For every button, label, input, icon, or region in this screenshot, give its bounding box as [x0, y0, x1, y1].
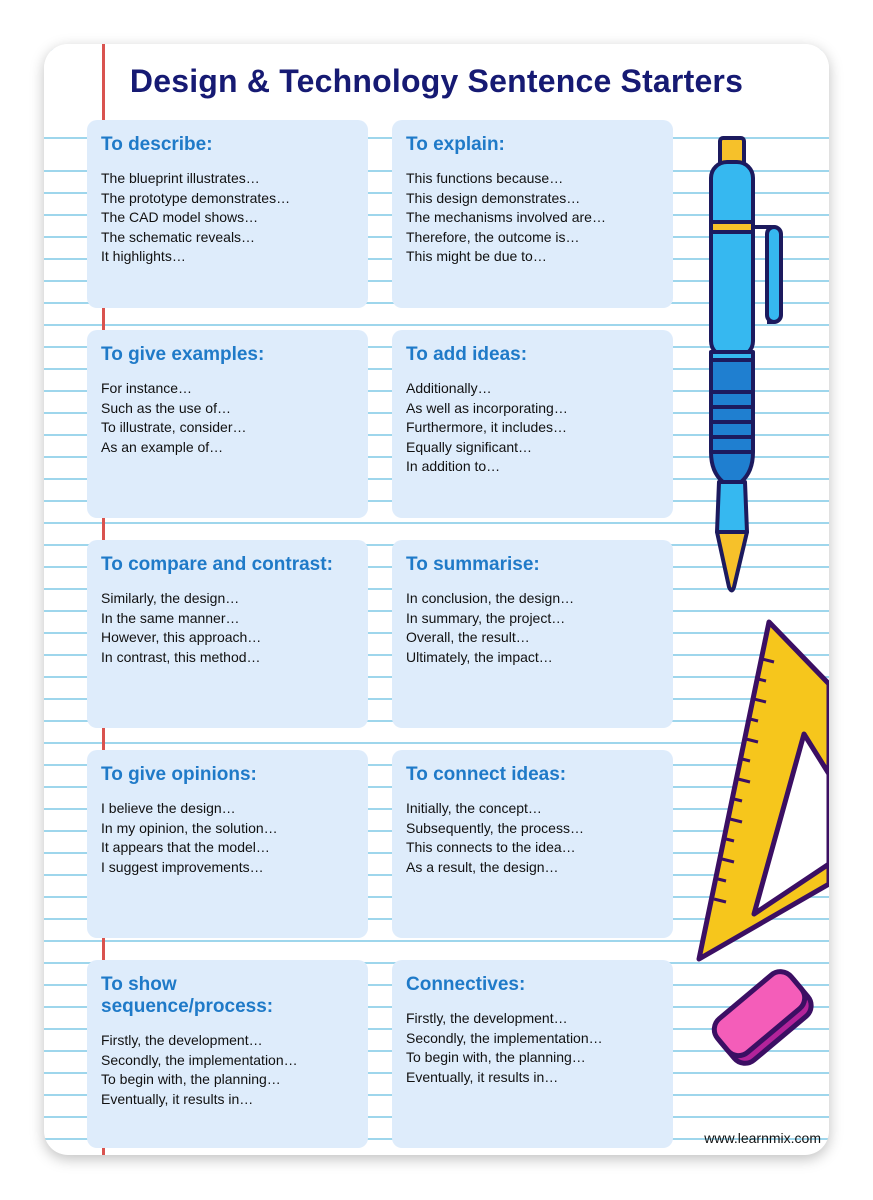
card-line: As well as incorporating… [406, 399, 568, 416]
card-explain [392, 120, 673, 308]
card-line: To begin with, the planning… [101, 1071, 281, 1087]
card-heading: To describe: [101, 134, 213, 155]
card-line: Therefore, the outcome is… [406, 228, 580, 245]
card-line: The CAD model shows… [101, 209, 259, 225]
card-heading: To connect ideas: [406, 764, 567, 785]
card-line: This might be due to… [406, 248, 547, 264]
website-footer: www.learnmix.com [704, 1130, 821, 1146]
page-title: Design & Technology Sentence Starters [129, 63, 744, 99]
card-line: In addition to… [406, 458, 501, 474]
card-heading: To summarise: [406, 554, 540, 575]
card-heading: To compare and contrast: [101, 554, 333, 575]
card-heading: To give examples: [101, 344, 265, 365]
card-summarise [392, 540, 673, 728]
card-line: Firstly, the development… [101, 1032, 263, 1048]
card-line: Eventually, it results in… [101, 1090, 254, 1107]
card-connectives [392, 960, 673, 1148]
card-line: Furthermore, it includes… [406, 419, 568, 435]
card-line: As a result, the design… [406, 858, 559, 875]
card-line: The mechanisms involved are… [406, 209, 606, 225]
card-line: The prototype demonstrates… [101, 189, 291, 206]
card-heading: To give opinions: [101, 764, 257, 785]
card-line: I believe the design… [101, 800, 236, 816]
card-heading: To explain: [406, 134, 505, 155]
card-sequence-process [87, 960, 368, 1148]
card-line: In summary, the project… [406, 609, 566, 626]
set-square-icon [694, 614, 829, 974]
card-give-examples [87, 330, 368, 518]
card-line: In contrast, this method… [101, 648, 261, 665]
eraser-icon [704, 964, 824, 1074]
card-heading: To add ideas: [406, 344, 528, 365]
card-line: Similarly, the design… [101, 590, 240, 606]
card-give-opinions [87, 750, 368, 938]
card-line: Ultimately, the impact… [406, 648, 553, 665]
card-line: Secondly, the implementation… [101, 1051, 298, 1068]
card-line: It appears that the model… [101, 839, 270, 855]
card-compare-contrast [87, 540, 368, 728]
card-line: To illustrate, consider… [101, 419, 247, 435]
card-line: To begin with, the planning… [406, 1049, 586, 1065]
card-heading: Connectives: [406, 974, 526, 995]
card-line: I suggest improvements… [101, 858, 264, 875]
pen-icon [699, 132, 799, 602]
card-heading: To show sequence/process: [101, 974, 274, 1017]
card-line: The schematic reveals… [101, 228, 256, 245]
card-line: However, this approach… [101, 629, 262, 645]
card-line: This functions because… [406, 170, 564, 186]
card-line: Such as the use of… [101, 399, 231, 416]
card-add-ideas [392, 330, 673, 518]
card-line: This design demonstrates… [406, 189, 581, 206]
card-line: Equally significant… [406, 438, 533, 455]
card-line: In my opinion, the solution… [101, 819, 278, 836]
card-line: In the same manner… [101, 609, 240, 626]
card-line: This connects to the idea… [406, 839, 576, 855]
card-line: It highlights… [101, 248, 186, 264]
card-connect-ideas [392, 750, 673, 938]
card-line: As an example of… [101, 438, 224, 455]
card-line: Subsequently, the process… [406, 819, 584, 836]
card-line: Secondly, the implementation… [406, 1029, 603, 1046]
card-line: For instance… [101, 380, 193, 396]
worksheet [44, 44, 829, 1155]
card-line: Eventually, it results in… [406, 1068, 559, 1085]
card-line: Additionally… [406, 380, 492, 396]
card-line: The blueprint illustrates… [101, 170, 260, 186]
card-line: Firstly, the development… [406, 1010, 568, 1026]
card-line: Overall, the result… [406, 629, 530, 645]
card-line: Initially, the concept… [406, 800, 542, 816]
card-line: In conclusion, the design… [406, 590, 575, 606]
card-describe [87, 120, 368, 308]
